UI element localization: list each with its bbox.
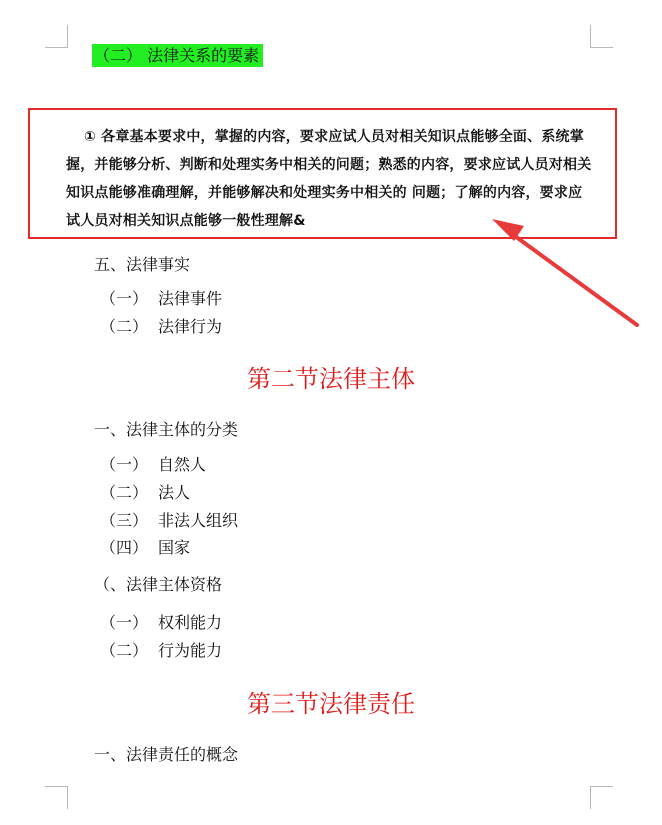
list-item xyxy=(100,288,222,310)
section-title-legal-subject: 第二节法律主体 xyxy=(247,365,415,393)
list-item-number: （一） xyxy=(100,613,149,632)
subsection-heading-qualification: （、法律主体资格 xyxy=(94,575,223,594)
section-title-legal-liability: 第三节法律责任 xyxy=(247,690,415,718)
list-item xyxy=(100,316,222,338)
list-item-label: 自然人 xyxy=(158,455,207,474)
highlighted-heading-text: （二） 法律关系的要素 xyxy=(92,44,263,67)
list-item xyxy=(100,482,190,504)
footnote-text: ① 各章基本要求中，掌握的内容，要求应试人员对相关知识点能够全面、系统掌握，并能够分析、判断和处理实务中相关的问题；熟悉的内容，要求应试人员对相关知识点能够准确理解，并能够解决和处理实务中相关的 问题；了解的内容，要求应试人员对相关知识点能够一般性理解& xyxy=(66,129,592,229)
subsection-heading-classification: 一、法律主体的分类 xyxy=(94,420,239,439)
list-item-number: （二） xyxy=(100,641,149,660)
list-item-label: 法律行为 xyxy=(158,317,223,336)
list-item-number: （二） xyxy=(100,483,149,502)
list-item-label: 法律事件 xyxy=(158,289,223,308)
list-item xyxy=(100,537,190,559)
section-heading-legal-facts: 五、法律事实 xyxy=(94,255,191,274)
subsection-heading-liability-concept: 一、法律责任的概念 xyxy=(94,745,239,764)
list-item-label: 权利能力 xyxy=(158,613,223,632)
list-item xyxy=(100,612,222,634)
list-item-number: （一） xyxy=(100,289,149,308)
list-item-label: 国家 xyxy=(158,538,191,557)
list-item-label: 行为能力 xyxy=(158,641,223,660)
list-item-number: （三） xyxy=(100,511,149,530)
list-item-number: （二） xyxy=(100,317,149,336)
list-item-label: 非法人组织 xyxy=(158,511,239,530)
list-item xyxy=(100,454,206,476)
list-item-label: 法人 xyxy=(158,483,191,502)
list-item xyxy=(100,510,238,532)
list-item-number: （四） xyxy=(100,538,149,557)
list-item xyxy=(100,640,222,662)
list-item-number: （一） xyxy=(100,455,149,474)
